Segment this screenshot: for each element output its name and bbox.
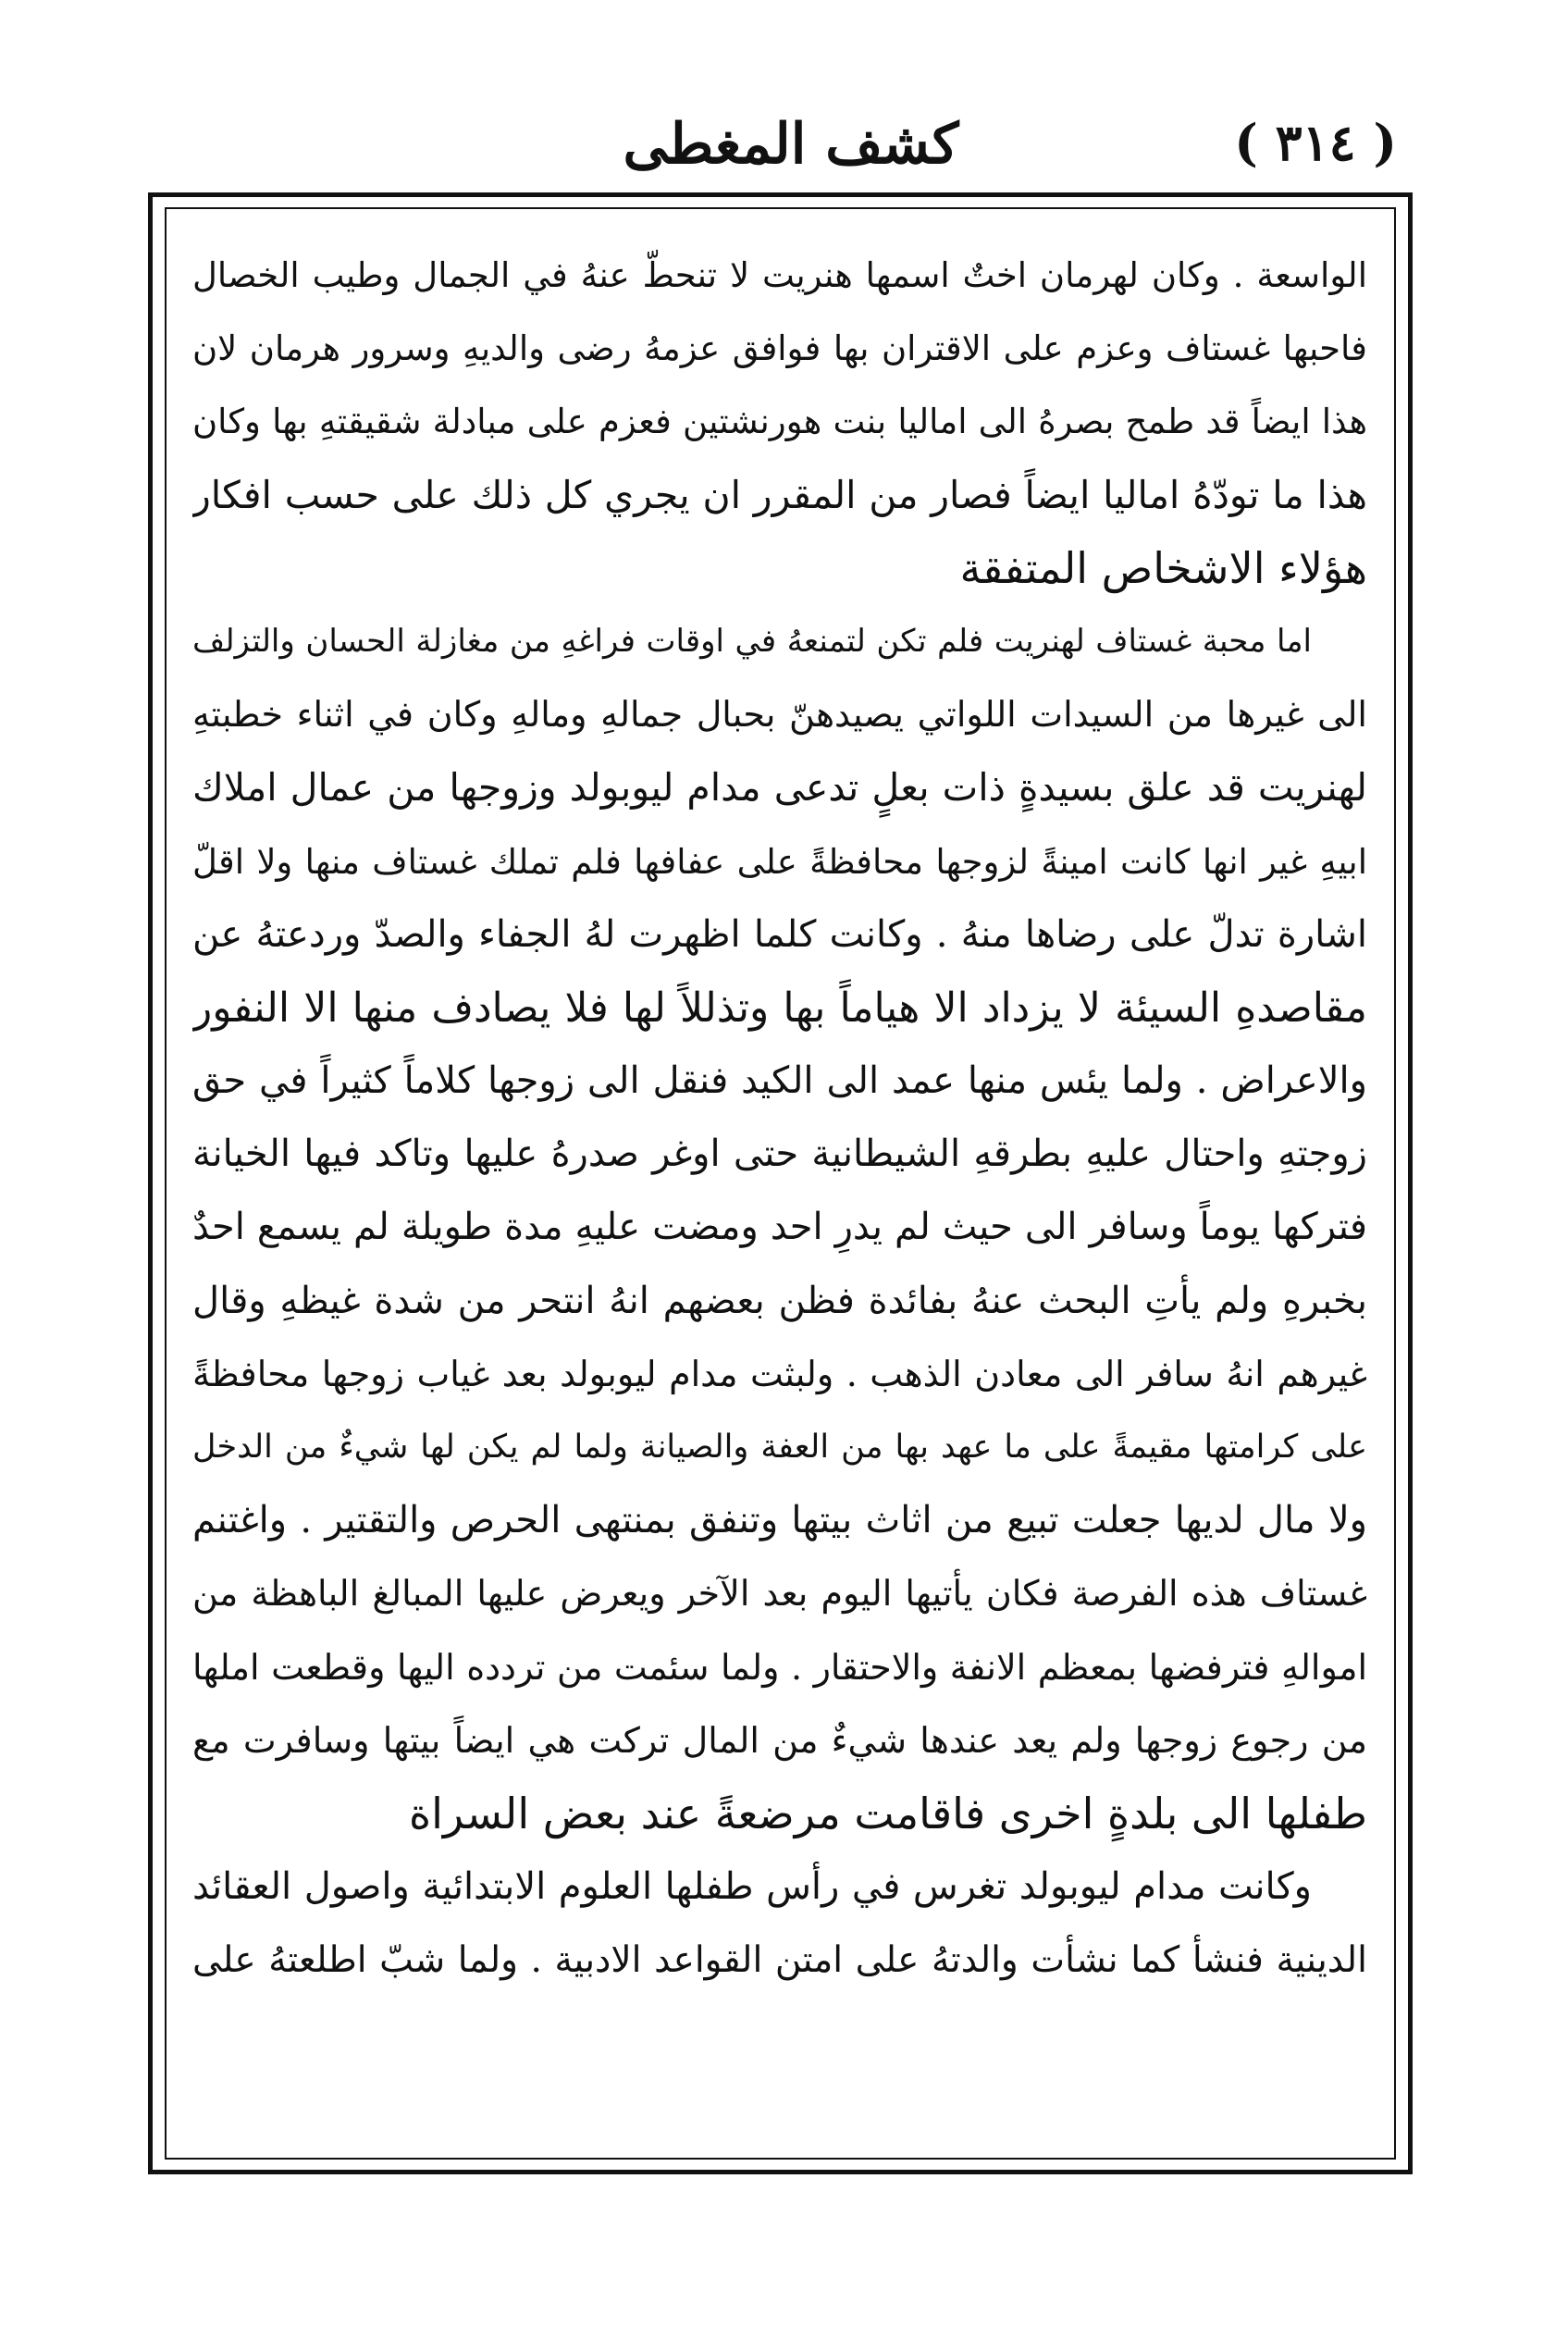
text-line: الواسعة . وكان لهرمان اختٌ اسمها هنريت لا تنحطّ عنهُ في الجمال وطيب الخصال (192, 255, 1367, 295)
text-line: من رجوع زوجها ولم يعد عندها شيءٌ من المال تركت هي ايضاً بيتها وسافرت مع (192, 1719, 1367, 1761)
text-line: اما محبة غستاف لهنريت فلم تكن لتمنعهُ في اوقات فراغهِ من مغازلة الحسان والتزلف (192, 622, 1312, 660)
text-line: لهنريت قد علق بسيدةٍ ذات بعلٍ تدعى مدام ليوبولد وزوجها من عمال املاك (192, 765, 1367, 811)
body-text (192, 239, 1367, 2145)
text-line: فاحبها غستاف وعزم على الاقتران بها فوافق عزمهُ رضى والديهِ وسرور هرمان لان (192, 328, 1367, 369)
text-line: غيرهم انهُ سافر الى معادن الذهب . ولبثت مدام ليوبولد بعد غياب زوجها محافظةً (192, 1353, 1367, 1394)
running-title: كشف المغطى (623, 112, 959, 177)
text-line: الى غيرها من السيدات اللواتي يصيدهنّ بحبال جمالهِ ومالهِ وكان في اثناء خطبتهِ (192, 694, 1367, 736)
text-line: وكانت مدام ليوبولد تغرس في رأس طفلها العلوم الابتدائية واصول العقائد (192, 1865, 1312, 1909)
text-line: بخبرهِ ولم يأتِ البحث عنهُ بفائدة فظن بعضهم انهُ انتحر من شدة غيظهِ وقال (192, 1279, 1367, 1322)
text-line: فتركها يوماً وسافر الى حيث لم يدرِ احد ومضت عليهِ مدة طويلة لم يسمع احدٌ (192, 1206, 1367, 1249)
text-line: غستاف هذه الفرصة فكان يأتيها اليوم بعد الآخر ويعرض عليها المبالغ الباهظة من (192, 1573, 1367, 1615)
text-line: زوجتهِ واحتال عليهِ بطرقهِ الشيطانية حتى اوغر صدرهُ عليها وتاكد فيها الخيانة (192, 1133, 1367, 1176)
page-number: ( ٣١٤ ) (1234, 113, 1397, 172)
text-line: اموالهِ فترفضها بمعظم الانفة والاحتقار . ولما سئمت من تردده اليها وقطعت املها (192, 1646, 1367, 1688)
text-line: على كرامتها مقيمةً على ما عهد بها من العفة والصيانة ولما لم يكن لها شيءٌ من الدخل (192, 1429, 1367, 1466)
text-line: ولا مال لديها جعلت تبيع من اثاث بيتها وتنفق بمنتهى الحرص والتقتير . واغتنم (192, 1499, 1367, 1542)
text-line: هذا ما تودّهُ اماليا ايضاً فصار من المقرر ان يجري كل ذلك على حسب افكار (192, 472, 1367, 517)
text-line: والاعراض . ولما يئس منها عمد الى الكيد فنقل الى زوجها كلاماً كثيراً في حق (192, 1059, 1367, 1103)
text-line: اشارة تدلّ على رضاها منهُ . وكانت كلما اظهرت لهُ الجفاء والصدّ وردعتهُ عن (192, 912, 1367, 956)
text-line: هذا ايضاً قد طمح بصرهُ الى اماليا بنت هورنشتين فعزم على مبادلة شقيقتهِ بها وكان (192, 402, 1367, 442)
text-line: ابيهِ غير انها كانت امينةً لزوجها محافظةً على عفافها فلم تملك غستاف منها ولا اقلّ (192, 841, 1367, 882)
text-line: طفلها الى بلدةٍ اخرى فاقامت مرضعةً عند بعض السراة (409, 1788, 1367, 1838)
text-line: مقاصدهِ السيئة لا يزداد الا هياماً بها وتذللاً لها فلا يصادف منها الا النفور (192, 984, 1367, 1032)
text-line: الدينية فنشأ كما نشأت والدتهُ على امتن القواعد الادبية . ولما شبّ اطلعتهُ على (192, 1939, 1367, 1982)
text-line: هؤلاء الاشخاص المتفقة (959, 542, 1367, 593)
